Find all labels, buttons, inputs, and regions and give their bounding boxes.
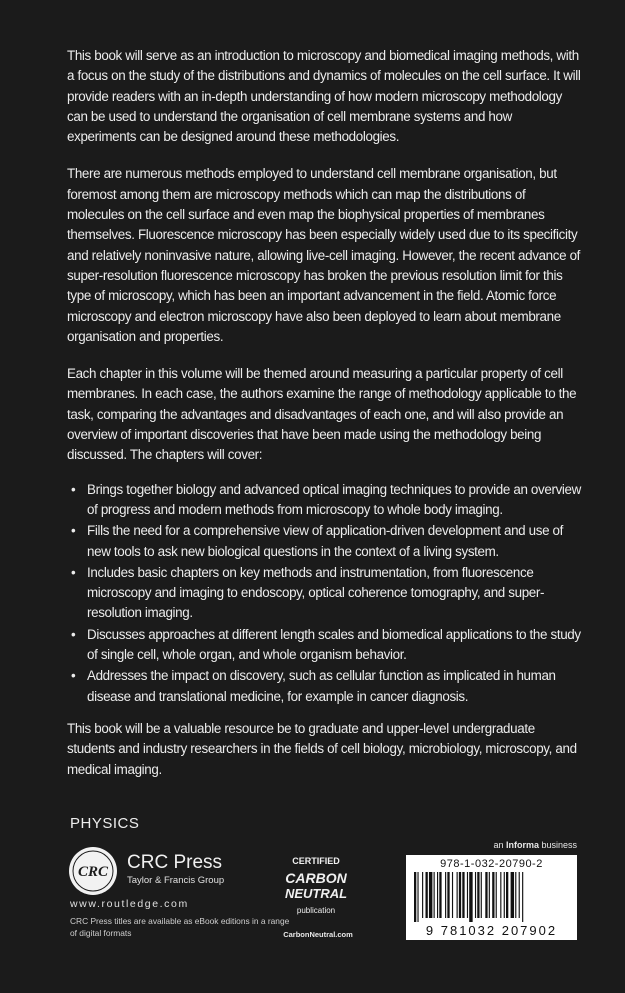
crc-logo-icon — [67, 845, 119, 897]
bullet-item: • Discusses approaches at different length scales and biomedical applications to the study of single cell, whole organ, and whole organism behavior. — [87, 625, 581, 666]
carbon-neutral-logo-icon — [277, 846, 355, 918]
barcode-bar — [500, 872, 501, 918]
methods-paragraph: There are numerous methods employed to understand cell membrane organisation, but foremost among them are microscopy methods which can map the distributions of molecules on the cell surface and even map the biophysical properties of membranes themselves. Fluorescence microscopy has been especially widely used due to its specificity and relatively noninvasive nature, allowing live-cell imaging. However, the recent advance of super-resolution fluorescence microscopy has broken the previous resolution limit for this type of microscopy, which has been an important advancement in the field. Atomic force microscopy and electron microscopy have also been deployed to learn about membrane organisation and properties. — [67, 166, 581, 344]
barcode-bar — [459, 872, 461, 918]
crc-logo-text: CRC — [77, 864, 109, 880]
bullet-item: • Addresses the impact on discovery, such as cellular function as implicated in human disease and translational medicine, for example in cancer diagnosis. — [87, 666, 581, 707]
bullet-list — [67, 480, 581, 707]
barcode-bar — [452, 872, 453, 918]
carbon-line2-text: NEUTRAL — [284, 886, 348, 901]
barcode-bar — [511, 872, 514, 918]
informa-prefix: an — [493, 840, 506, 850]
barcode-bar — [475, 872, 476, 918]
chapters-paragraph: Each chapter in this volume will be themed around measuring a particular property of cell membranes. In each case, the authors examine the range of methodology applicable to the task, comparing the advantages and disadvantages of each one, and will also provide an overview of important discoveries that have been made using the methodology being discussed. The chapters will cover: — [67, 366, 577, 463]
publisher-name: CRC Press — [127, 852, 223, 873]
barcode-bar — [477, 872, 479, 918]
carbon-publication-text: publication — [296, 906, 336, 915]
bullet-item: • Brings together biology and advanced optical imaging techniques to provide an overview of progress and modern methods from microscopy to whole body imaging. — [87, 480, 581, 521]
bullet-item: • Includes basic chapters on key methods and instrumentation, from fluorescence microscopy and imaging to endoscopy, optical coherence tomography, and super-resolution imaging. — [87, 563, 581, 624]
carbon-neutral-url: CarbonNeutral.com — [283, 930, 353, 939]
barcode-bar — [492, 872, 494, 918]
intro-paragraph: This book will serve as an introduction to microscopy and biomedical imaging methods, with a focus on the study of the distributions and dynamics of molecules on the cell surface. It will provide readers with an in-depth understanding of how modern microscopy methodology can be used to understand the organisation of cell membrane systems and how experiments can be designed around these methodologies. — [67, 48, 581, 145]
barcode-bar — [519, 872, 520, 918]
barcode-bar — [457, 872, 458, 918]
barcode-bar — [429, 872, 432, 918]
informa-brand: Informa — [505, 840, 539, 850]
barcode-bar — [515, 872, 516, 918]
isbn-barcode — [406, 855, 577, 940]
barcode-bar — [506, 872, 508, 918]
barcode-digits: 9 781032 207902 — [425, 923, 558, 938]
barcode-bar — [447, 872, 449, 918]
barcode-bar — [445, 872, 446, 918]
barcode-bar — [434, 872, 435, 918]
isbn-number: 978-1-032-20790-2 — [440, 858, 543, 870]
barcode-bar — [496, 872, 497, 918]
barcode-bar — [422, 872, 423, 918]
carbon-certified-text: CERTIFIED — [292, 856, 340, 866]
informa-tagline — [493, 840, 577, 850]
ebook-note: CRC Press titles are available as eBook editions in a range of digital formats — [70, 916, 290, 938]
publisher-url: www.routledge.com — [70, 898, 189, 910]
informa-suffix: business — [538, 840, 577, 850]
barcode-bar — [437, 872, 438, 918]
barcode-bar — [462, 872, 464, 918]
publisher-group: Taylor & Francis Group — [127, 875, 225, 886]
barcode-bar — [489, 872, 490, 918]
subject-category: PHYSICS — [70, 815, 140, 832]
barcode-bar — [485, 872, 487, 918]
barcode-bar — [414, 872, 416, 922]
barcode-bar — [504, 872, 505, 918]
barcode-bar — [467, 872, 468, 918]
barcode-bar — [417, 872, 418, 922]
barcode-bar — [481, 872, 482, 918]
back-cover-text — [67, 46, 581, 797]
barcode-bar — [426, 872, 428, 918]
barcode-bar — [522, 872, 523, 922]
carbon-line1-text: CARBON — [285, 870, 347, 886]
barcode-bars — [412, 872, 571, 922]
barcode-bar — [469, 872, 472, 922]
barcode-bar — [439, 872, 441, 918]
bullet-item: • Fills the need for a comprehensive view of application-driven development and use of new tools to ask new biological questions in the context of a living system. — [87, 521, 581, 562]
closing-paragraph: This book will be a valuable resource be to graduate and upper-level undergraduate students and industry researchers in the fields of cell biology, microbiology, microscopy, and medical imaging. — [67, 720, 577, 777]
